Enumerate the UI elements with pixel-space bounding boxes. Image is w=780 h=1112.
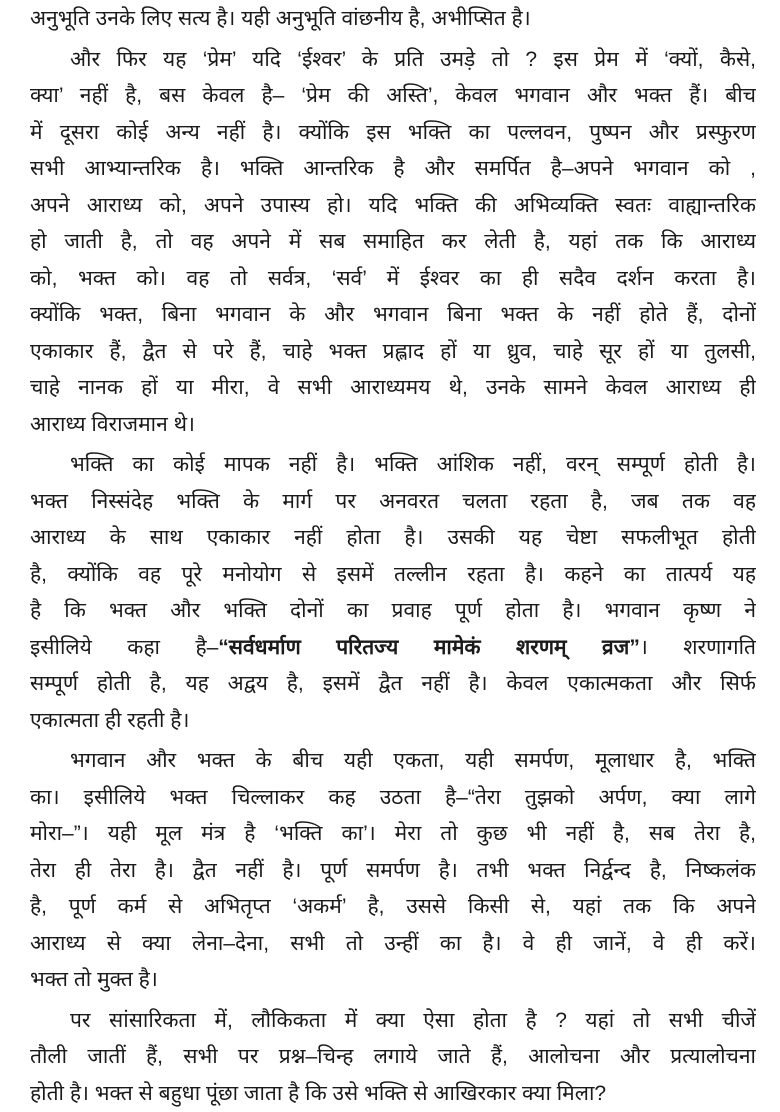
gita-quote: “सर्वधर्माण परितज्य मामेकं शरणम् व्रज” bbox=[218, 636, 640, 659]
text-line: और फिर यह ‘प्रेम’ यदि ‘ईश्वर’ के प्रति उमड़े तो ? इस प्रेम में ‘क्यों, कैसे, bbox=[30, 42, 756, 79]
paragraph bbox=[30, 743, 756, 999]
text-line: एकाकार हैं, द्वैत से परे हैं, चाहे भक्त प्रह्लाद हों या ध्रुव, चाहे सूर हों या तुलसी, bbox=[30, 334, 756, 371]
text-line-with-quote bbox=[30, 630, 756, 667]
text-line: में दूसरा कोई अन्य नहीं है। क्योंकि इस भक्ति का पल्लवन, पुष्पन और प्रस्फुरण bbox=[30, 115, 756, 152]
text-line: है, क्योंकि वह पूरे मनोयोग से इसमें तल्लीन रहता है। कहने का तात्पर्य यह bbox=[30, 557, 756, 594]
text-line: है कि भक्त और भक्ति दोनों का प्रवाह पूर्ण होता है। भगवान कृष्ण ने bbox=[30, 593, 756, 630]
text-line: आराध्य विराजमान थे। bbox=[30, 407, 756, 444]
text-line: भक्त तो मुक्त है। bbox=[30, 962, 756, 999]
text-line: का। इसीलिये भक्त चिल्लाकर कह उठता है–“तेरा तुझको अर्पण, क्या लागे bbox=[30, 780, 756, 817]
text-line: हो जाती है, तो वह अपने में सब समाहित कर लेती है, यहां तक कि आराध्य bbox=[30, 224, 756, 261]
text-line: भक्त निस्संदेह भक्ति के मार्ग पर अनवरत चलता रहता है, जब तक वह bbox=[30, 484, 756, 521]
text-line: भक्ति का कोई मापक नहीं है। भक्ति आंशिक नहीं, वरन् सम्पूर्ण होती है। bbox=[30, 447, 756, 484]
text-line: भगवान और भक्त के बीच यही एकता, यही समर्पण, मूलाधार है, भक्ति bbox=[30, 743, 756, 780]
text-line: चाहे नानक हों या मीरा, वे सभी आराध्यमय थे, उनके सामने केवल आराध्य ही bbox=[30, 370, 756, 407]
paragraph bbox=[30, 1, 756, 38]
text-line: पर सांसारिकता में, लौकिकता में क्या ऐसा होता है ? यहां तो सभी चीजें bbox=[30, 1003, 756, 1040]
text-segment: । शरणागति bbox=[640, 636, 756, 659]
text-line: है, पूर्ण कर्म से अभितृप्त ‘अकर्म’ है, उससे किसी से, यहां तक कि अपने bbox=[30, 889, 756, 926]
paragraph bbox=[30, 447, 756, 739]
text-line: तेरा ही तेरा है। द्वैत नहीं है। पूर्ण समर्पण है। तभी भक्त निर्द्वन्द है, निष्कलंक bbox=[30, 853, 756, 890]
text-line: तौली जातीं हैं, सभी पर प्रश्न–चिन्ह लगाये जाते हैं, आलोचना और प्रत्यालोचना bbox=[30, 1039, 756, 1076]
text-line: आराध्य से क्या लेना–देना, सभी तो उन्हीं का है। वे ही जानें, वे ही करें। bbox=[30, 926, 756, 963]
text-line: सभी आभ्यान्तरिक है। भक्ति आन्तरिक है और समर्पित है–अपने भगवान को , bbox=[30, 151, 756, 188]
text-line: आराध्य के साथ एकाकार नहीं होता है। उसकी यह चेष्टा सफलीभूत होती bbox=[30, 520, 756, 557]
text-line: सम्पूर्ण होती है, यह अद्वय है, इसमें द्वैत नहीं है। केवल एकात्मकता और सिर्फ bbox=[30, 666, 756, 703]
text-line: क्या’ नहीं है, बस केवल है– ‘प्रेम की अस्ति’, केवल भगवान और भक्त हैं। बीच bbox=[30, 78, 756, 115]
paragraph bbox=[30, 1003, 756, 1112]
text-line: मोरा–”। यही मूल मंत्र है ‘भक्ति का’। मेरा तो कुछ भी नहीं है, सब तेरा है, bbox=[30, 816, 756, 853]
text-line: होती है। भक्त से बहुधा पूंछा जाता है कि उसे भक्ति से आखिरकार क्या मिला? bbox=[30, 1076, 756, 1112]
text-line: को, भक्त को। वह तो सर्वत्र, ‘सर्व’ में ईश्वर का ही सदैव दर्शन करता है। bbox=[30, 261, 756, 298]
text-line: अनुभूति उनके लिए सत्य है। यही अनुभूति वांछनीय है, अभीप्सित है। bbox=[30, 1, 756, 38]
text-segment: इसीलिये कहा है– bbox=[30, 636, 218, 659]
paragraph bbox=[30, 42, 756, 444]
text-line: अपने आराध्य को, अपने उपास्य हो। यदि भक्ति की अभिव्यक्ति स्वतः वाह्यान्तरिक bbox=[30, 188, 756, 225]
text-line: एकात्मता ही रहती है। bbox=[30, 703, 756, 740]
text-line: क्योंकि भक्त, बिना भगवान के और भगवान बिना भक्त के नहीं होते हैं, दोनों bbox=[30, 297, 756, 334]
